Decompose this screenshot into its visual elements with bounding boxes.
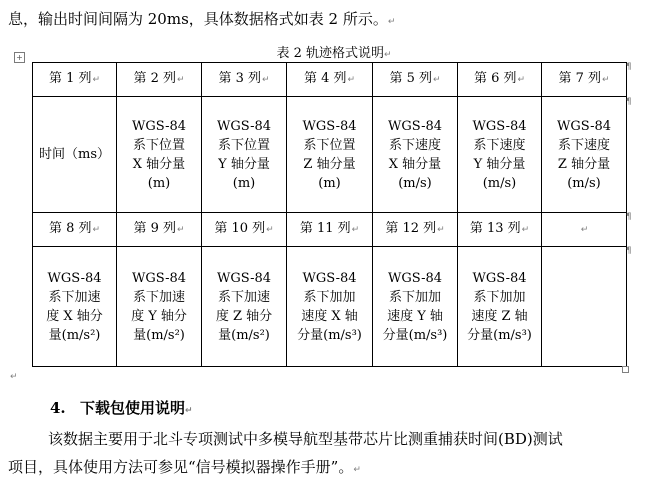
table-description-cell bbox=[117, 247, 202, 367]
cell-end-mark: ↵ bbox=[262, 75, 270, 85]
paragraph-mark: ↵ bbox=[353, 465, 361, 475]
track-format-table bbox=[32, 62, 627, 367]
end-of-row-mark: ¶ bbox=[626, 97, 632, 107]
move-handle-icon[interactable]: + bbox=[14, 52, 25, 63]
end-of-row-mark: ¶ bbox=[626, 246, 632, 256]
end-of-row-mark: ¶ bbox=[626, 62, 632, 72]
table-header-cell: 第 7 列↵ bbox=[542, 63, 627, 97]
cell-text-line: 速度 X 轴 bbox=[301, 308, 358, 324]
table-description-cell bbox=[287, 247, 373, 367]
cell-text-line: 系下位置 bbox=[303, 137, 356, 153]
table-resize-handle[interactable] bbox=[622, 366, 629, 373]
table-description-cell bbox=[458, 247, 542, 367]
cell-end-mark: ↵ bbox=[177, 225, 185, 235]
cell-text-line: WGS-84 bbox=[216, 270, 272, 286]
cell-end-mark: ↵ bbox=[92, 75, 101, 85]
cell-text-line: 量(m/s²) bbox=[48, 327, 101, 343]
cell-text-line: 系下加速 bbox=[217, 289, 270, 305]
cell-text-line: (m/s) bbox=[398, 175, 432, 191]
table-description-cell bbox=[542, 247, 627, 367]
table-header-cell: 第 5 列↵ bbox=[373, 63, 458, 97]
table-header-cell: 第 2 列↵ bbox=[117, 63, 202, 97]
table-header-cell: 第 12 列↵ bbox=[373, 213, 458, 247]
table-description-cell bbox=[33, 247, 117, 367]
table-description-cell bbox=[202, 97, 287, 213]
table-header-cell: 第 9 列↵ bbox=[117, 213, 202, 247]
cell-text-line: 系下速度 bbox=[473, 137, 526, 153]
section-heading bbox=[50, 397, 193, 418]
cell-end-mark: ↵ bbox=[347, 75, 356, 85]
table-description-cell bbox=[542, 97, 627, 213]
cell-end-mark: ↵ bbox=[92, 225, 101, 235]
cell-text-line: (m) bbox=[318, 175, 341, 191]
paragraph-mark: ↵ bbox=[384, 50, 392, 60]
table-header-cell: 第 8 列↵ bbox=[33, 213, 117, 247]
cell-end-mark: ↵ bbox=[351, 225, 360, 235]
cell-text-line: 度 Y 轴分 bbox=[131, 308, 187, 324]
cell-text-line: 系下加速 bbox=[48, 289, 101, 305]
cell-text-line: 量(m/s²) bbox=[133, 327, 185, 343]
cell-text-line: 分量(m/s³) bbox=[297, 327, 362, 343]
cell-text-line: 分量(m/s³) bbox=[382, 327, 448, 343]
cell-text-line: WGS-84 bbox=[387, 270, 443, 286]
heading-number: 4. bbox=[50, 399, 66, 417]
cell-end-mark: ↵ bbox=[437, 225, 445, 235]
cell-text-line: 速度 Y 轴 bbox=[387, 308, 443, 324]
cell-end-mark: ↵ bbox=[602, 75, 610, 85]
paragraph-line: 该数据主要用于北斗专项测试中多模导航型基带芯片比测重捕获时间(BD)测试 bbox=[48, 430, 563, 448]
cell-text-line: WGS-84 bbox=[556, 118, 612, 134]
cell-text-line: 时间（ms） bbox=[39, 147, 110, 162]
cell-text-line: 分量(m/s³) bbox=[467, 327, 532, 343]
cell-text-line: (m) bbox=[232, 175, 256, 191]
cell-text-line: 系下加加 bbox=[388, 289, 441, 305]
table-description-cell bbox=[33, 97, 117, 213]
table-description-cell bbox=[202, 247, 287, 367]
table-header-cell: 第 13 列↵ bbox=[458, 213, 542, 247]
table-description-row bbox=[33, 247, 627, 367]
cell-text-line: 量(m/s²) bbox=[218, 327, 270, 343]
cell-text-line: Z 轴分量 bbox=[303, 156, 356, 172]
cell-end-mark: ↵ bbox=[266, 225, 274, 235]
table-header-cell: 第 4 列↵ bbox=[287, 63, 373, 97]
end-of-row-mark: ¶ bbox=[626, 212, 632, 222]
table-description-row bbox=[33, 97, 627, 213]
cell-end-mark: ↵ bbox=[580, 225, 589, 235]
cell-text-line: 系下加加 bbox=[473, 289, 526, 305]
cell-text-line: WGS-84 bbox=[472, 270, 527, 286]
cell-text-line: 系下位置 bbox=[132, 137, 185, 153]
paragraph-line: 项目，具体使用方法可参见“信号模拟器操作手册”。↵ bbox=[8, 458, 361, 476]
cell-text-line: Y 轴分量 bbox=[473, 156, 526, 172]
cell-text-line: (m/s) bbox=[482, 175, 517, 191]
cell-text-line: 系下速度 bbox=[388, 137, 441, 153]
cell-text-line: 系下加速 bbox=[132, 289, 185, 305]
table-description-cell bbox=[373, 97, 458, 213]
table-header-cell: 第 10 列↵ bbox=[202, 213, 287, 247]
cell-text-line: WGS-84 bbox=[302, 270, 357, 286]
table-header-cell bbox=[542, 213, 627, 247]
cell-text-line: 系下加加 bbox=[303, 289, 356, 305]
cell-text-line: WGS-84 bbox=[216, 118, 272, 134]
cell-text-line: 系下速度 bbox=[557, 137, 610, 153]
table-header-row bbox=[33, 63, 627, 97]
cell-text-line: WGS-84 bbox=[47, 270, 102, 286]
paragraph-mark: ↵ bbox=[185, 406, 193, 416]
cell-text-line: 度 Z 轴分 bbox=[215, 308, 273, 324]
table-header-cell: 第 3 列↵ bbox=[202, 63, 287, 97]
cell-text-line: WGS-84 bbox=[131, 270, 187, 286]
cell-end-mark: ↵ bbox=[177, 75, 185, 85]
cell-end-mark: ↵ bbox=[521, 225, 530, 235]
paragraph-mark: ↵ bbox=[387, 17, 396, 27]
cell-end-mark: ↵ bbox=[517, 75, 526, 85]
cell-text-line: 速度 Z 轴 bbox=[471, 308, 528, 324]
cell-text-line: 系下位置 bbox=[217, 137, 270, 153]
cell-text-line: Z 轴分量 bbox=[557, 156, 611, 172]
cell-text-line: WGS-84 bbox=[387, 118, 443, 134]
table-header-cell: 第 11 列↵ bbox=[287, 213, 373, 247]
table-description-cell bbox=[287, 97, 373, 213]
cell-text-line: (m/s) bbox=[567, 175, 601, 191]
table-description-cell bbox=[458, 97, 542, 213]
table-header-row bbox=[33, 213, 627, 247]
cell-text-line: WGS-84 bbox=[302, 118, 357, 134]
table-description-cell bbox=[117, 97, 202, 213]
table-header-cell: 第 1 列↵ bbox=[33, 63, 117, 97]
cell-text-line: WGS-84 bbox=[131, 118, 187, 134]
table-description-cell bbox=[373, 247, 458, 367]
cell-end-mark: ↵ bbox=[433, 75, 441, 85]
table-caption: 表 2 轨迹格式说明↵ bbox=[276, 46, 392, 61]
cell-text-line: X 轴分量 bbox=[388, 156, 442, 172]
table-header-cell: 第 6 列↵ bbox=[458, 63, 542, 97]
cell-text-line: (m) bbox=[147, 175, 171, 191]
heading-text: 下载包使用说明 bbox=[80, 399, 186, 417]
intro-text-line: 息，输出时间间隔为 20ms，具体数据格式如表 2 所示。↵ bbox=[8, 10, 396, 28]
cell-text-line: WGS-84 bbox=[472, 118, 527, 134]
paragraph-mark: ↵ bbox=[10, 372, 18, 382]
cell-text-line: Y 轴分量 bbox=[218, 156, 270, 172]
cell-text-line: X 轴分量 bbox=[132, 156, 186, 172]
cell-text-line: 度 X 轴分 bbox=[46, 308, 103, 324]
